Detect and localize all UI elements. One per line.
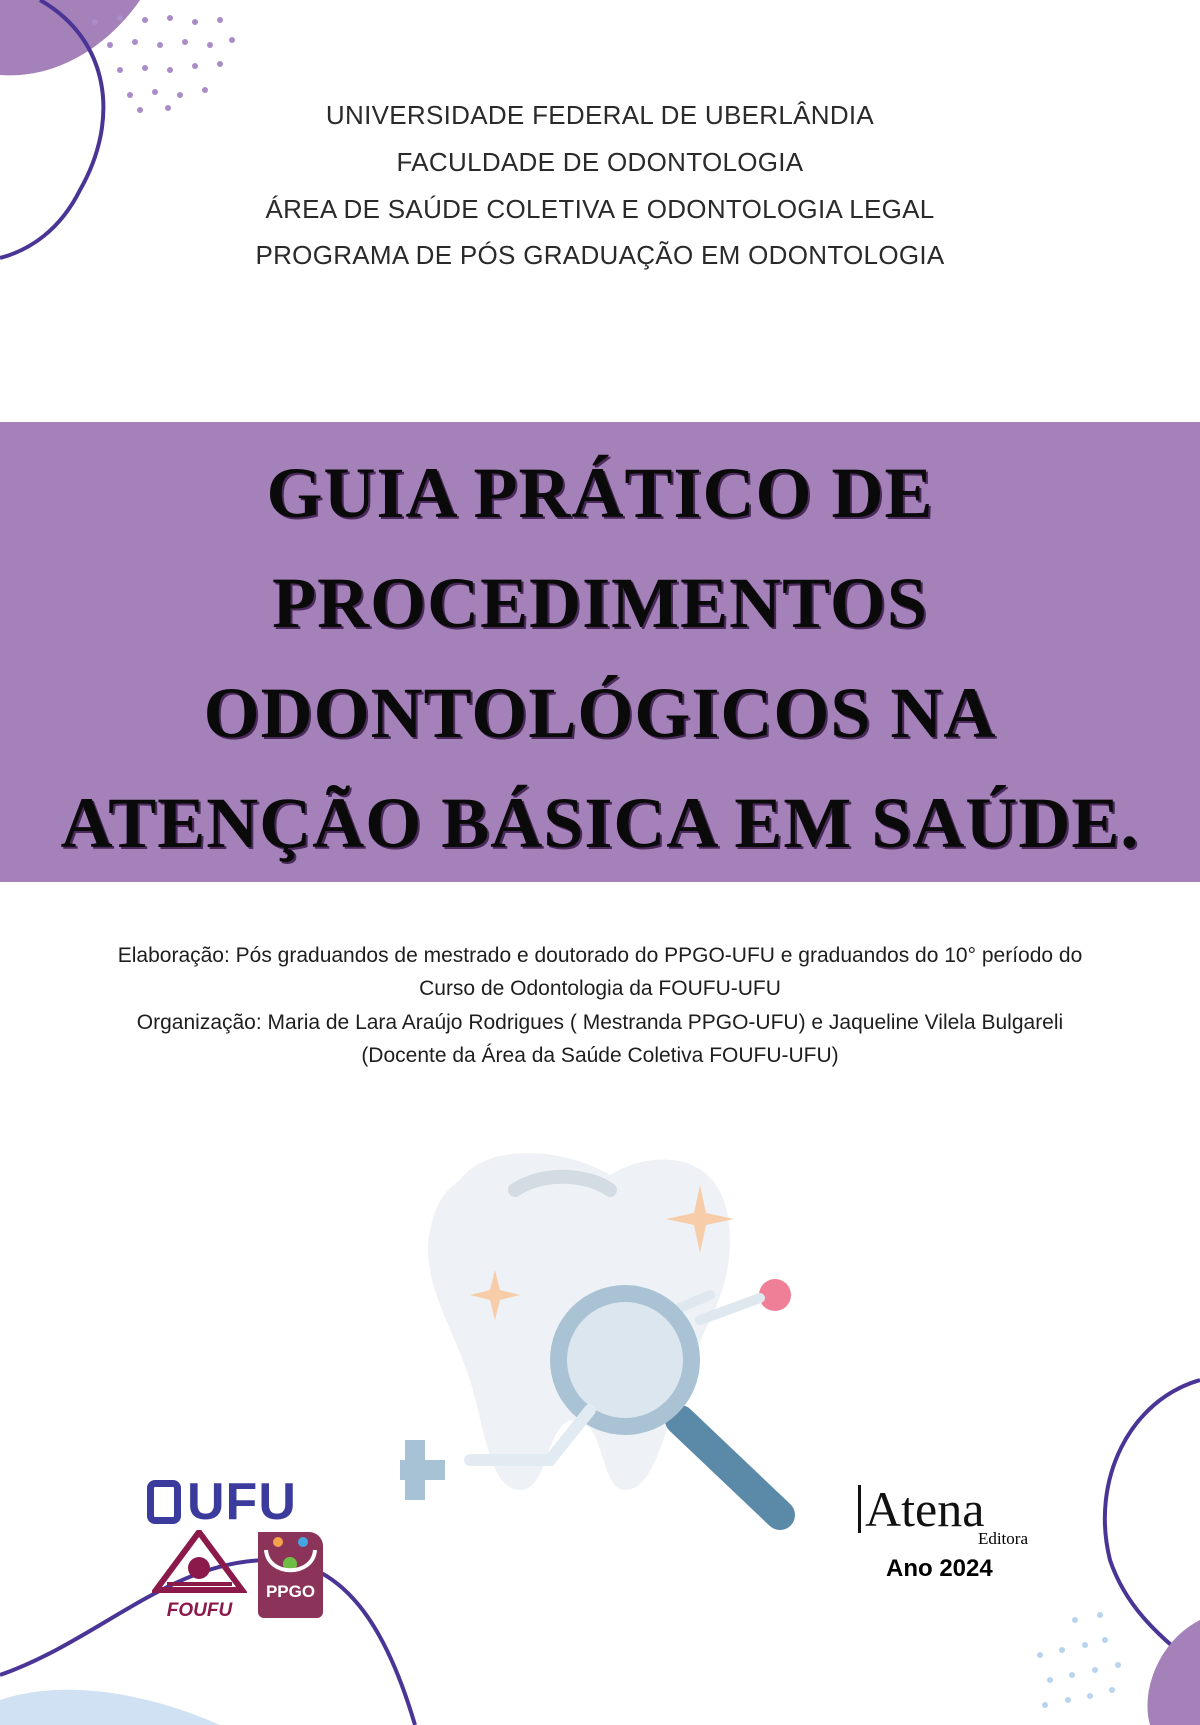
title-line: ATENÇÃO BÁSICA EM SAÚDE. xyxy=(60,783,1140,863)
header-line: ÁREA DE SAÚDE COLETIVA E ODONTOLOGIA LEGAL xyxy=(265,194,935,224)
title-line: PROCEDIMENTOS xyxy=(272,563,928,643)
publication-year: Ano 2024 xyxy=(886,1555,993,1582)
publisher-sub: Editora xyxy=(977,1529,1028,1548)
credits-line: Curso de Odontologia da FOUFU-UFU xyxy=(419,977,781,1000)
title-line: ODONTOLÓGICOS NA xyxy=(203,673,997,753)
atena-editora-logo xyxy=(858,1481,1038,1583)
publisher-name: Atena xyxy=(858,1485,1038,1533)
foufu-wordmark: FOUFU xyxy=(166,1600,233,1621)
tooth-magnifier-illustration xyxy=(400,1130,820,1530)
credits-line: Elaboração: Pós graduandos de mestrado e doutorado do PPGO-UFU e graduandos do 10° período do xyxy=(117,944,1083,967)
header-line: PROGRAMA DE PÓS GRADUAÇÃO EM ODONTOLOGIA xyxy=(255,240,945,270)
header-line: FACULDADE DE ODONTOLOGIA xyxy=(396,147,804,177)
header-line: UNIVERSIDADE FEDERAL DE UBERLÂNDIA xyxy=(325,100,875,130)
foufu-logo xyxy=(152,1530,247,1620)
ppgo-wordmark: PPGO xyxy=(265,1582,316,1601)
credits-line: (Docente da Área da Saúde Coletiva FOUFU-UFU) xyxy=(361,1044,839,1067)
ppgo-logo xyxy=(258,1532,323,1618)
title-line: GUIA PRÁTICO DE xyxy=(266,453,934,533)
credits-line: Organização: Maria de Lara Araújo Rodrigues ( Mestranda PPGO-UFU) e Jaqueline Vilela Bulgareli xyxy=(136,1011,1064,1034)
ufu-emblem-icon xyxy=(147,1480,181,1524)
ufu-logo xyxy=(147,1473,332,1531)
foufu-emblem-icon xyxy=(152,1530,247,1595)
ufu-wordmark: UFU xyxy=(187,1473,297,1531)
ppgo-emblem-icon xyxy=(258,1532,323,1577)
